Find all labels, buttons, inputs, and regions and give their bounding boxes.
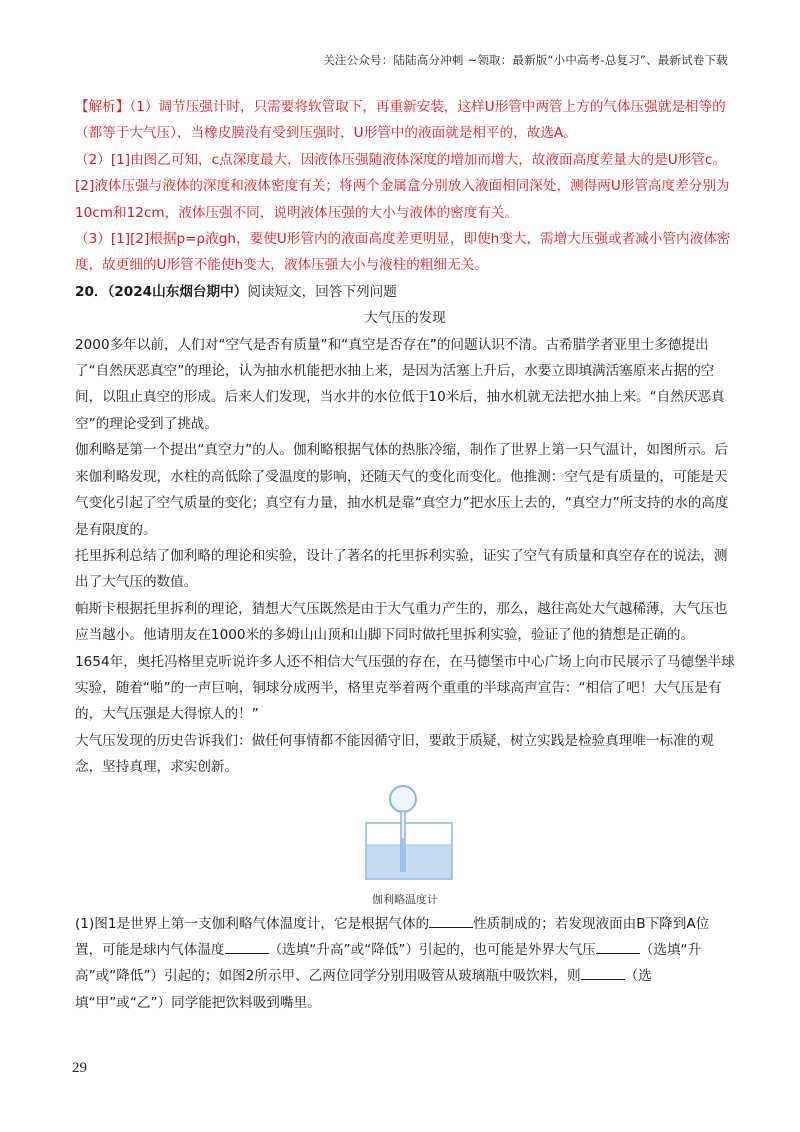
- answer-blank-1: [429, 913, 473, 928]
- sub1-text-c: （选填“升高”或“降低”）引起的，也可能是外界大气压: [268, 941, 596, 958]
- question-heading: [75, 279, 735, 305]
- question-source: （2024山东烟台期中）: [107, 283, 248, 300]
- galileo-thermometer-figure: [75, 783, 735, 911]
- page-number: 29: [72, 1060, 87, 1076]
- article-title: 大气压的发现: [364, 310, 446, 327]
- tube-water-column: [402, 838, 404, 871]
- article-paragraph-4: 帕斯卡根据托里拆利的理论，猜想大气压既然是由于大气重力产生的，那么，越往高处大气越稀薄，大气压也应当越小。他请朋友在1000米的多姆山山顶和山脚下同时做托里拆利实验，验证了他的猜想是正确的。: [75, 600, 728, 644]
- article-paragraph-5: 1654年，奥托冯格里克听说许多人还不相信大气压强的存在，在马德堡市中心广场上向市民展示了马德堡半球实验，随着“啪”的一声巨响，铜球分成两半，格里克举着两个重重的半球高声宣告：“相信了吧！大气压是有的，大气压强是大得惊人的！”: [75, 653, 735, 723]
- analysis-part3: [2]液体压强与液体的深度和液体密度有关；将两个金属盒分别放入液面相同深处，测得两U形管高度差分别为10cm和12cm，液体压强不同，说明液体压强的大小与液体的密度有关。: [75, 178, 730, 221]
- sub1-text-d: （选填“升高”或“降低”）引起的；如图2所示甲、乙两位同学分别用吸管从玻璃瓶中吸饮料，则: [75, 941, 702, 985]
- galileo-thermometer-illustration: [365, 783, 455, 887]
- page-content: [75, 94, 735, 1016]
- sub-question-1: [75, 911, 735, 1017]
- sub1-text-b: 性质制成的；若发现液面由B下降到A位置，可能是球内气体温度: [75, 915, 710, 958]
- answer-blank-4: [581, 965, 625, 980]
- thermometer-bulb: [390, 786, 416, 812]
- analysis-part4: （3）[1][2]根据p=ρ液gh，要使U形管内的液面高度差更明显，即使h变大，需增大压强或者减小管内液体密度，故更细的U形管不能使h变大，液体压强大小与液柱的粗细无关。: [75, 231, 731, 274]
- analysis-part2: （2）[1]由图乙可知，c点深度最大，因液体压强随液体深度的增加而增大，故液面高度差量大的是U形管c。: [75, 151, 726, 168]
- sub1-text-e: （选填“甲”或“乙”）同学能把饮料吸到嘴里。: [75, 968, 652, 1011]
- analysis-part1: 【解析】（1）调节压强计时，只需要将软管取下，再重新安装，这样U形管中两管上方的气体压强就是相等的（都等于大气压），当橡皮膜没有受到压强时，U形管中的液面就是相平的，故选A。: [75, 99, 726, 142]
- article-paragraph-1: 2000多年以前，人们对“空气是否有质量”和“真空是否存在”的问题认识不清。古希腊学者亚里士多德提出了“自然厌恶真空”的理论，认为抽水机能把水抽上来，是因为活塞上升后，水要立即填满活塞原来占据的空间，以阻止真空的形成。后来人们发现，当水井的水位低于10米后，抽水机就无法把水抽上来。“自然厌恶真空”的理论受到了挑战。: [75, 336, 725, 432]
- article-paragraph-6: 大气压发现的历史告诉我们：做任何事情都不能因循守旧，要敢于质疑，树立实践是检验真理唯一标准的观念，坚持真理，求实创新。: [75, 732, 714, 776]
- article-paragraph-3: 托里拆利总结了伽利略的理论和实验，设计了著名的托里拆利实验，证实了空气有质量和真空存在的说法，测出了大气压的数值。: [75, 547, 728, 591]
- figure-caption: 伽利略温度计: [372, 892, 438, 906]
- answer-blank-2: [225, 939, 269, 954]
- question-instruction: 阅读短文，回答下列问题: [247, 283, 397, 300]
- question-number: 20．: [75, 283, 108, 300]
- answer-blank-3: [596, 939, 640, 954]
- page-header-notice: 关注公众号：陆陆高分冲刺 ~领取：最新版“小中高考-总复习”、最新试卷下载: [323, 53, 728, 67]
- article-paragraph-2: 伽利略是第一个提出“真空力”的人。伽利略根据气体的热胀冷缩，制作了世界上第一只气温计，如图所示。后来伽利略发现，水柱的高低除了受温度的影响，还随天气的变化而变化。他推测：空气是有质量的，可能是天气变化引起了空气质量的变化；真空有力量，抽水机是靠“真空力”把水压上去的，“真空力”所支持的水的高度是有限度的。: [75, 442, 729, 538]
- beaker-water: [367, 845, 451, 878]
- sub1-text-a: (1)图1是世界上第一支伽利略气体温度计，它是根据气体的: [75, 915, 430, 932]
